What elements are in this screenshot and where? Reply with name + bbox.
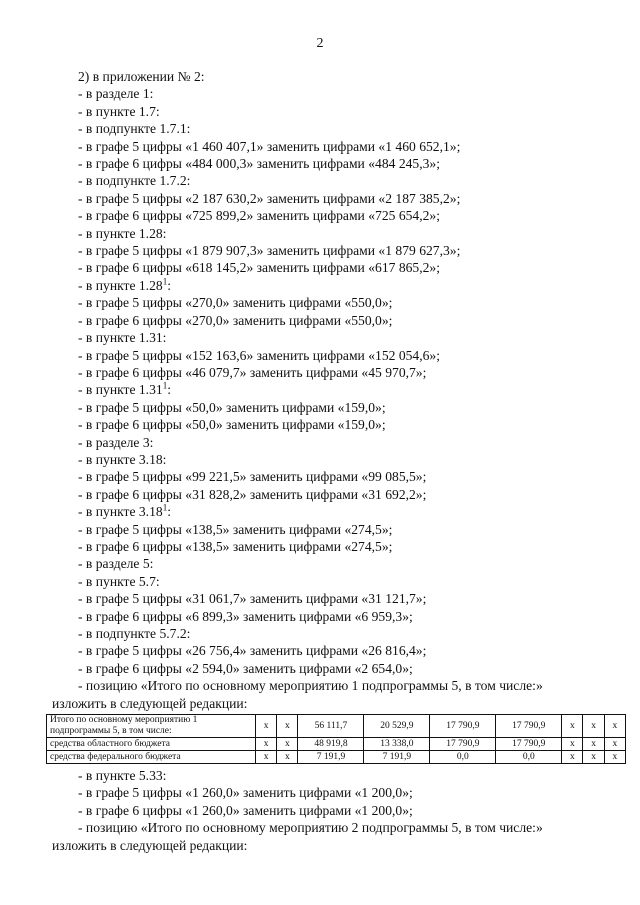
text-line: - в подпункте 5.7.2: <box>78 626 191 641</box>
text-line: - в графе 5 цифры «1 879 907,3» заменить цифрами «1 879 627,3»; <box>78 243 461 259</box>
text-line: - в разделе 1: <box>78 86 154 102</box>
table-cell: 17 790,9 <box>430 715 496 738</box>
text-line: - в пункте 5.7: <box>78 573 160 589</box>
text-line: - в графе 6 цифры «50,0» заменить цифрами «159,0»; <box>78 417 386 433</box>
text-line: - в графе 5 цифры «50,0» заменить цифрами «159,0»; <box>78 399 386 415</box>
document-body <box>50 68 618 854</box>
table-cell: x <box>583 738 604 751</box>
text-line: - в графе 5 цифры «99 221,5» заменить цифрами «99 085,5»; <box>78 469 427 485</box>
table-cell-label: средства федерального бюджета <box>47 751 256 764</box>
text-line: - в графе 6 цифры «618 145,2» заменить цифрами «617 865,2»; <box>78 260 440 276</box>
text-line: - в разделе 3: <box>78 434 154 450</box>
table-cell: 13 338,0 <box>364 738 430 751</box>
text-line: - в графе 6 цифры «1 260,0» заменить цифрами «1 200,0»; <box>78 802 413 818</box>
table-cell: 0,0 <box>496 751 562 764</box>
table-cell: x <box>256 738 277 751</box>
table-cell: 48 919,8 <box>298 738 364 751</box>
text-line-superscript: - в пункте 1.28$^1$: <box>78 276 171 293</box>
page-number: 2 <box>316 36 324 51</box>
table-cell: x <box>256 715 277 738</box>
text-line: - в графе 5 цифры «1 260,0» заменить цифрами «1 200,0»; <box>78 785 413 801</box>
table-cell: x <box>277 751 298 764</box>
table-cell: 17 790,9 <box>496 738 562 751</box>
table-cell: 0,0 <box>430 751 496 764</box>
table-row <box>47 715 626 738</box>
table-cell: x <box>277 738 298 751</box>
table-cell: 7 191,9 <box>364 751 430 764</box>
table-cell: 7 191,9 <box>298 751 364 764</box>
text-line: - позицию «Итого по основному мероприятию 2 подпрограммы 5, в том числе:» <box>78 820 543 836</box>
text-line: - в графе 6 цифры «6 899,3» заменить цифрами «6 959,3»; <box>78 608 413 624</box>
text-line: - в графе 5 цифры «26 756,4» заменить цифрами «26 816,4»; <box>78 643 427 659</box>
text-line: - в подпункте 1.7.2: <box>78 173 191 189</box>
table-cell: x <box>256 751 277 764</box>
text-line: - в пункте 1.28: <box>78 225 167 241</box>
text-line: - в графе 5 цифры «1 460 407,1» заменить цифрами «1 460 652,1»; <box>78 138 461 154</box>
text-line: - в пункте 1.7: <box>78 103 160 119</box>
table-cell: 17 790,9 <box>430 738 496 751</box>
text-line: - в пункте 5.33: <box>78 768 167 784</box>
text-line-superscript: - в пункте 3.18$^1$: <box>78 502 171 520</box>
text-line: - в графе 5 цифры «138,5» заменить цифрами «274,5»; <box>78 521 393 537</box>
text-line: - в пункте 1.31: <box>78 330 167 346</box>
text-line: - в графе 6 цифры «138,5» заменить цифрами «274,5»; <box>78 538 393 554</box>
text-line: - в разделе 5: <box>78 556 154 572</box>
text-line: 2) в приложении № 2: <box>78 69 205 84</box>
text-line: - в графе 6 цифры «270,0» заменить цифрами «550,0»; <box>78 312 393 328</box>
budget-table <box>46 714 626 764</box>
text-line: - в графе 6 цифры «725 899,2» заменить цифрами «725 654,2»; <box>78 208 440 224</box>
table-cell: x <box>562 751 583 764</box>
text-line-superscript: - в пункте 1.31$^1$: <box>78 380 171 398</box>
table-cell-label: средства областного бюджета <box>47 738 256 751</box>
table-row <box>47 751 626 764</box>
table-row <box>47 738 626 751</box>
text-line-continuation: изложить в следующей редакции: <box>52 837 248 853</box>
text-line-continuation: изложить в следующей редакции: <box>52 695 248 711</box>
text-line: - в графе 6 цифры «484 000,3» заменить цифрами «484 245,3»; <box>78 156 440 172</box>
text-line: - в подпункте 1.7.1: <box>78 121 191 137</box>
text-line: - в графе 5 цифры «152 163,6» заменить цифрами «152 054,6»; <box>78 347 440 363</box>
table-cell: x <box>583 751 604 764</box>
table-cell-label: Итого по основному мероприятию 1 подпрограммы 5, в том числе: <box>47 715 256 738</box>
text-line: - в графе 5 цифры «270,0» заменить цифрами «550,0»; <box>78 295 393 311</box>
text-line: - в графе 6 цифры «46 079,7» заменить цифрами «45 970,7»; <box>78 364 427 380</box>
text-line: - в графе 5 цифры «2 187 630,2» заменить цифрами «2 187 385,2»; <box>78 190 461 206</box>
table-cell: x <box>562 738 583 751</box>
table-cell: x <box>277 715 298 738</box>
text-line: - позицию «Итого по основному мероприятию 1 подпрограммы 5, в том числе:» <box>78 678 543 694</box>
table-cell: x <box>583 715 604 738</box>
table-cell: x <box>604 751 625 764</box>
table-cell: 20 529,9 <box>364 715 430 738</box>
table-cell: 17 790,9 <box>496 715 562 738</box>
table-cell: x <box>604 715 625 738</box>
text-line: - в графе 5 цифры «31 061,7» заменить цифрами «31 121,7»; <box>78 591 427 607</box>
text-line: - в графе 6 цифры «2 594,0» заменить цифрами «2 654,0»; <box>78 660 413 676</box>
table-cell: x <box>604 738 625 751</box>
table-cell: 56 111,7 <box>298 715 364 738</box>
text-line: - в пункте 3.18: <box>78 451 167 467</box>
table-cell: x <box>562 715 583 738</box>
text-line: - в графе 6 цифры «31 828,2» заменить цифрами «31 692,2»; <box>78 486 427 502</box>
